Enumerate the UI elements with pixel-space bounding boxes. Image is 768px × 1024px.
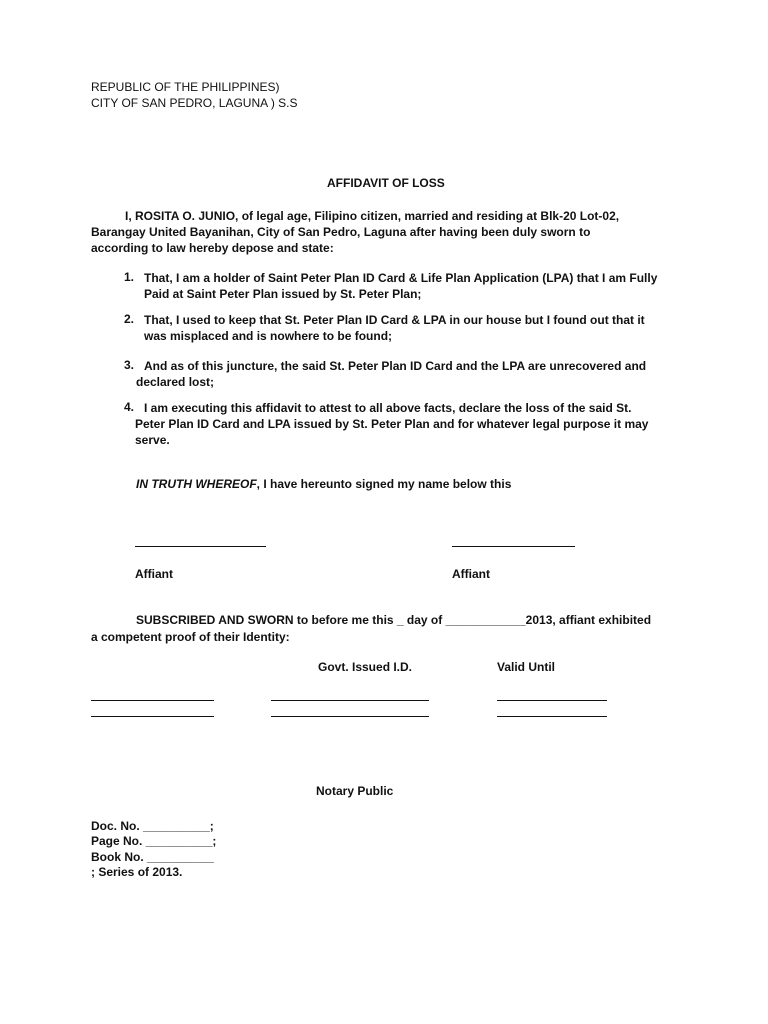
govt-id-header: Govt. Issued I.D. <box>318 660 413 674</box>
blank-line-name-2 <box>91 716 214 717</box>
list-item-line: declared lost; <box>136 375 215 389</box>
intro-line-1-rest: , of legal age, Filipino citizen, married and residing at Blk-20 Lot-02, <box>235 209 620 223</box>
subscribed-line-2: a competent proof of their Identity: <box>91 630 290 644</box>
intro-prefix: I, <box>125 209 136 223</box>
list-item-number: 2. <box>124 312 135 326</box>
list-item-line: was misplaced and is nowhere to be found; <box>144 329 393 343</box>
doc-no: Doc. No. __________; <box>91 819 214 833</box>
series-line: ; Series of 2013. <box>91 865 183 879</box>
list-item-number: 1. <box>124 270 135 284</box>
list-item-line: I am executing this affidavit to attest to all above facts, declare the loss of the said St. <box>144 401 632 415</box>
list-item-line: Paid at Saint Peter Plan issued by St. Peter Plan; <box>144 287 422 301</box>
blank-line-govt-id-1 <box>271 700 429 701</box>
intro-line-3: according to law hereby depose and state: <box>91 241 334 255</box>
truth-whereof-rest: , I have hereunto signed my name below this <box>256 477 512 491</box>
signature-line-right <box>452 546 575 547</box>
affiant-label-right: Affiant <box>452 567 490 581</box>
notary-public-label: Notary Public <box>316 784 394 798</box>
blank-line-govt-id-2 <box>271 716 429 717</box>
blank-line-name-1 <box>91 700 214 701</box>
intro-line-2: Barangay United Bayanihan, City of San Pedro, Laguna after having been duly sworn to <box>91 225 591 239</box>
signature-line-left <box>135 546 266 547</box>
valid-until-header: Valid Until <box>497 660 556 674</box>
list-item-line: That, I am a holder of Saint Peter Plan ID Card & Life Plan Application (LPA) that I am Fully <box>144 271 658 285</box>
list-item-line: That, I used to keep that St. Peter Plan ID Card & LPA in our house but I found out that it <box>144 313 645 327</box>
truth-whereof-italic: IN TRUTH WHEREOF <box>136 477 257 491</box>
truth-whereof-line <box>136 477 511 491</box>
list-item-number: 3. <box>124 358 135 372</box>
intro-line-1 <box>125 209 619 223</box>
list-item-number: 4. <box>124 400 135 414</box>
document-title: AFFIDAVIT OF LOSS <box>327 176 445 190</box>
header-republic: REPUBLIC OF THE PHILIPPINES) <box>91 80 280 94</box>
blank-line-valid-1 <box>497 700 607 701</box>
affiant-label-left: Affiant <box>135 567 173 581</box>
page-no: Page No. __________; <box>91 834 217 848</box>
affiant-name: ROSITA O. JUNIO <box>135 209 236 223</box>
book-no: Book No. __________ <box>91 850 214 864</box>
subscribed-line-1: SUBSCRIBED AND SWORN to before me this _ day of ____________2013, affiant exhibited <box>136 613 652 627</box>
header-city: CITY OF SAN PEDRO, LAGUNA ) S.S <box>91 96 298 110</box>
list-item-line: And as of this juncture, the said St. Peter Plan ID Card and the LPA are unrecovered and <box>144 359 647 373</box>
list-item-line: serve. <box>135 433 170 447</box>
list-item-line: Peter Plan ID Card and LPA issued by St. Peter Plan and for whatever legal purpose it may <box>135 417 649 431</box>
blank-line-valid-2 <box>497 716 607 717</box>
